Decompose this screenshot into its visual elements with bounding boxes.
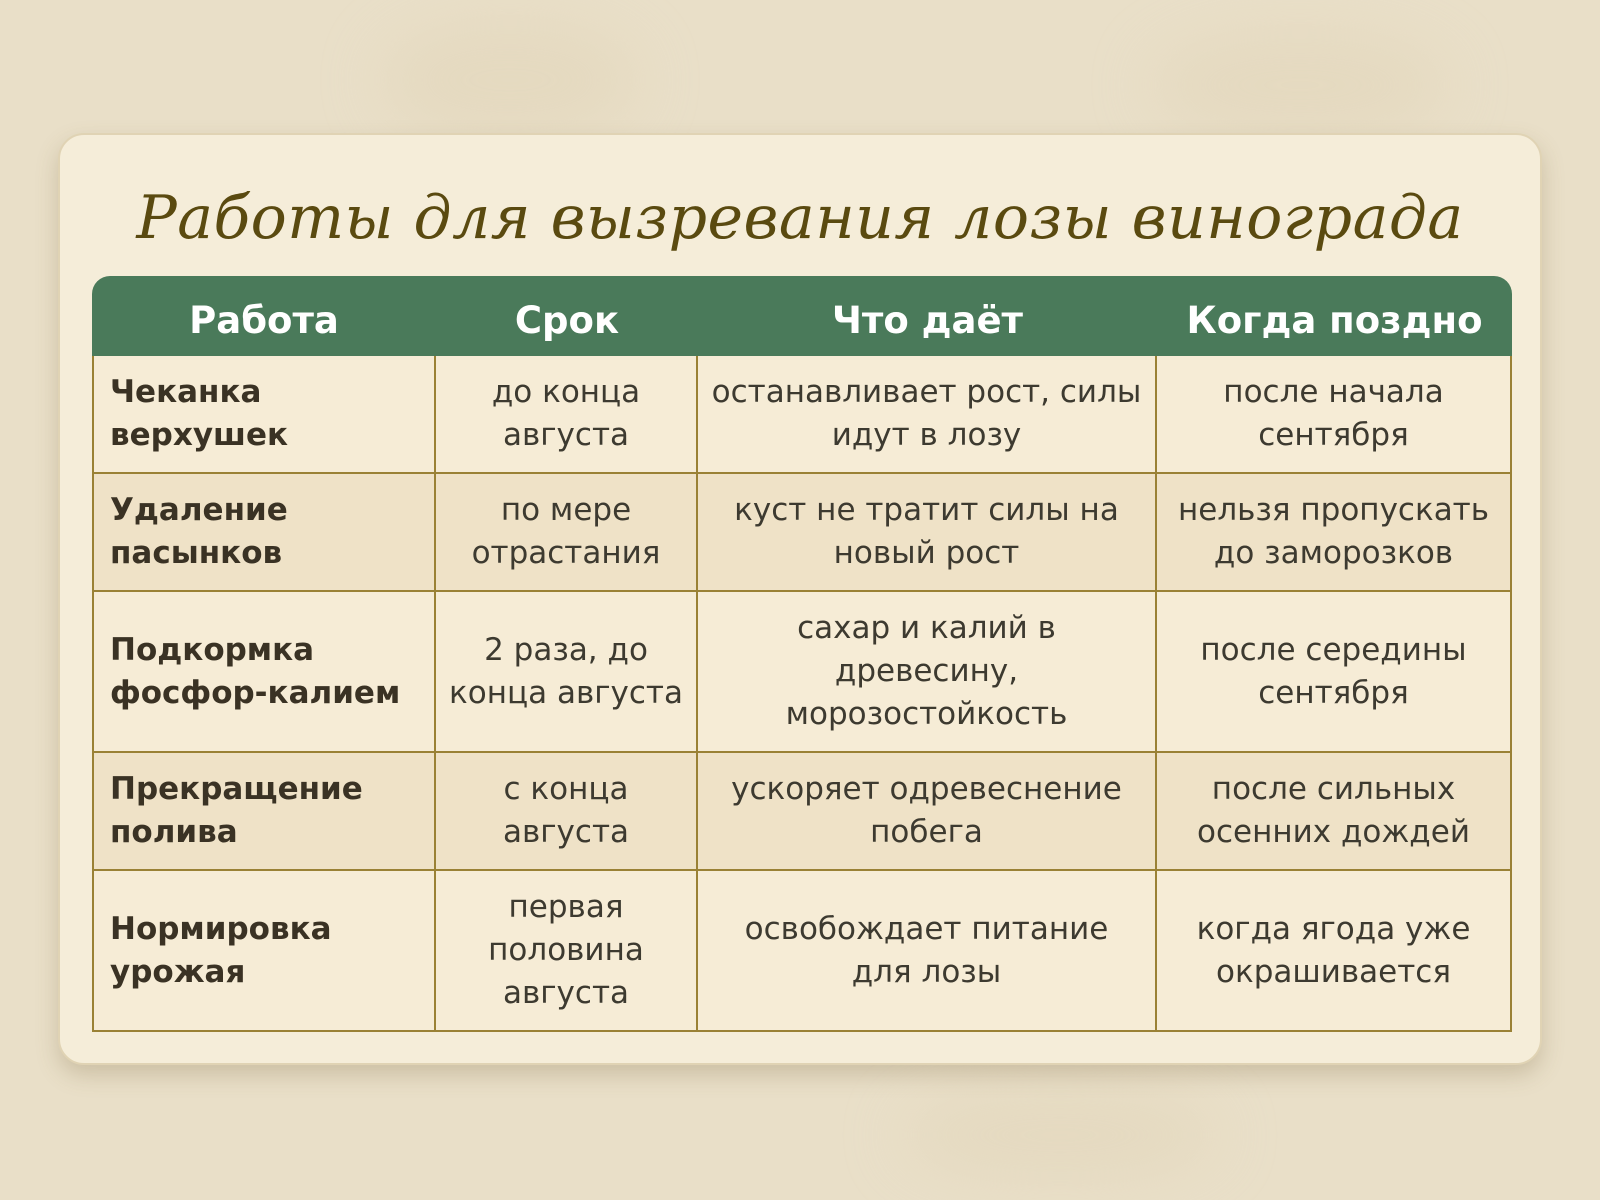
table-row <box>92 753 1512 871</box>
cell-late: нельзя пропускать до заморозков <box>1157 474 1512 592</box>
cell-term: до конца августа <box>436 356 698 474</box>
cell-gain: сахар и калий в древесину, морозостойкость <box>698 592 1157 753</box>
cell-term: с конца августа <box>436 753 698 871</box>
header-term: Срок <box>436 276 698 356</box>
background-blob <box>1150 30 1450 140</box>
info-card <box>58 133 1542 1065</box>
table-row <box>92 871 1512 1032</box>
background-blob <box>900 1090 1220 1180</box>
table-row <box>92 592 1512 753</box>
cell-gain: ускоряет одревеснение побега <box>698 753 1157 871</box>
cell-work: Нормировка урожая <box>92 871 436 1032</box>
header-gain: Что даёт <box>698 276 1157 356</box>
table-row <box>92 356 1512 474</box>
cell-work: Подкормка фосфор-калием <box>92 592 436 753</box>
cell-term: 2 раза, до конца августа <box>436 592 698 753</box>
cell-term: по мере отрастания <box>436 474 698 592</box>
cell-late: после сильных осенних дождей <box>1157 753 1512 871</box>
cell-late: когда ягода уже окрашивается <box>1157 871 1512 1032</box>
background-blob <box>380 20 640 140</box>
table-header-row <box>92 276 1512 356</box>
header-work: Работа <box>92 276 436 356</box>
cell-work: Чеканка верхушек <box>92 356 436 474</box>
cell-work: Прекращение полива <box>92 753 436 871</box>
schedule-table <box>92 276 1512 1032</box>
cell-late: после начала сентября <box>1157 356 1512 474</box>
page-title: Работы для вызревания лозы винограда <box>136 183 1464 253</box>
cell-gain: освобождает питание для лозы <box>698 871 1157 1032</box>
table-row <box>92 474 1512 592</box>
cell-late: после середины сентября <box>1157 592 1512 753</box>
cell-work: Удаление пасынков <box>92 474 436 592</box>
cell-gain: останавливает рост, силы идут в лозу <box>698 356 1157 474</box>
cell-term: первая половина августа <box>436 871 698 1032</box>
header-late: Когда поздно <box>1157 276 1512 356</box>
cell-gain: куст не тратит силы на новый рост <box>698 474 1157 592</box>
